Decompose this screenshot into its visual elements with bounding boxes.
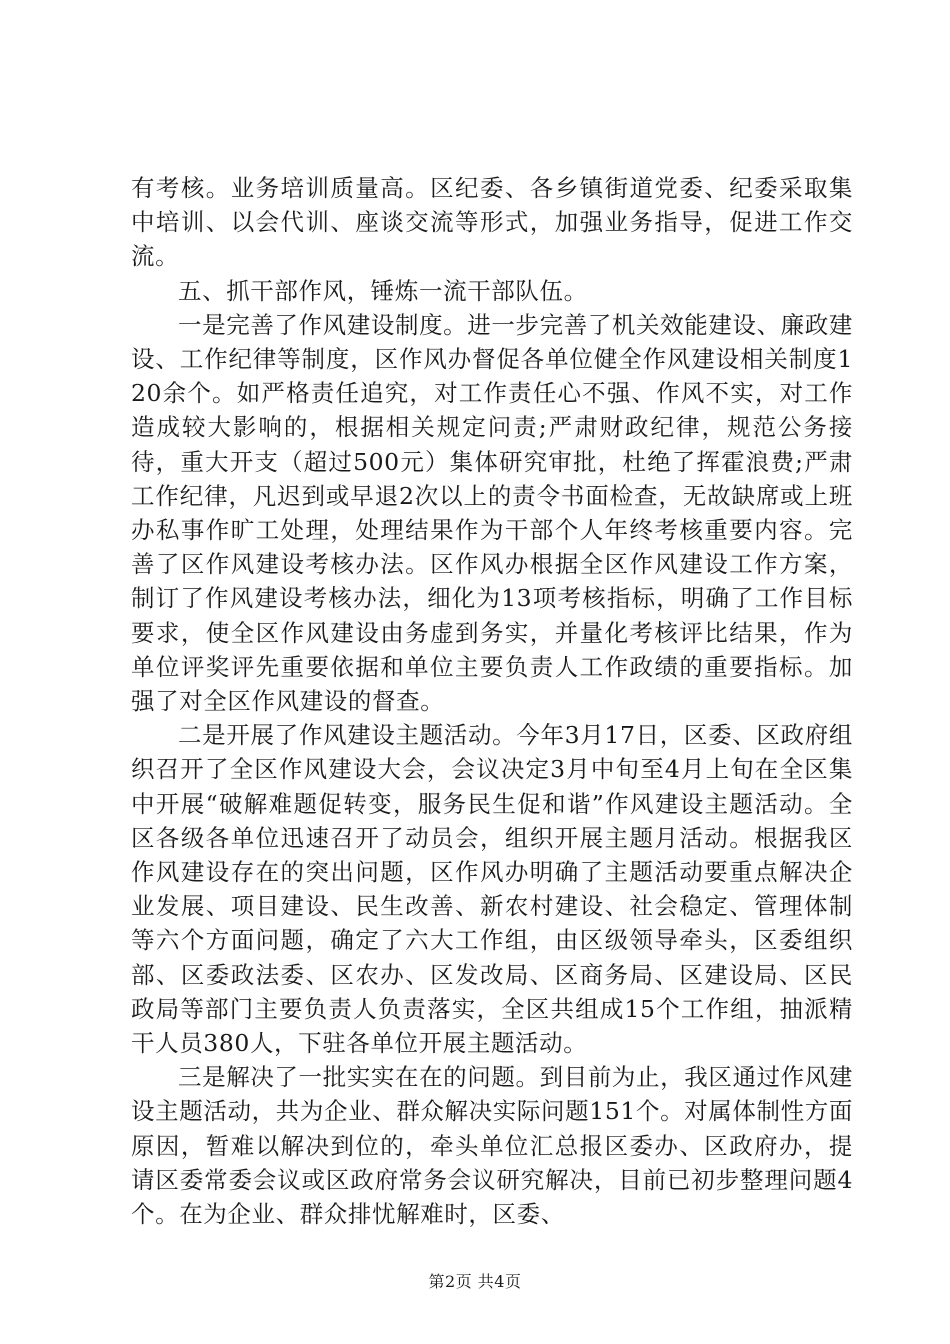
paragraph-1: 有考核。业务培训质量高。区纪委、各乡镇街道党委、纪委采取集中培训、以会代训、座谈交流等形式，加强业务指导，促进工作交流。 xyxy=(131,174,853,271)
page-number-footer: 第2页 共4页 xyxy=(428,1272,522,1291)
section-heading: 五、抓干部作风，锤炼一流干部队伍。 xyxy=(178,276,588,305)
paragraph-4: 三是解决了一批实实在在的问题。到目前为止，我区通过作风建设主题活动，共为企业、群众解决实际问题151个。对属体制性方面原因，暂难以解决到位的，牵头单位汇总报区委办、区政府办，提请区委常委会议或区政府常务会议研究解决，目前已初步整理问题4个。在为企业、群众排忧解难时，区委、 xyxy=(131,1063,853,1229)
paragraph-2: 一是完善了作风建设制度。进一步完善了机关效能建设、廉政建设、工作纪律等制度，区作风办督促各单位健全作风建设相关制度120余个。如严格责任追究，对工作责任心不强、作风不实，对工作造成较大影响的，根据相关规定问责;严肃财政纪律，规范公务接待，重大开支（超过500元）集体研究审批，杜绝了挥霍浪费;严肃工作纪律，凡迟到或早退2次以上的责令书面检查，无故缺席或上班办私事作旷工处理，处理结果作为干部个人年终考核重要内容。完善了区作风建设考核办法。区作风办根据全区作风建设工作方案，制订了作风建设考核办法，细化为13项考核指标，明确了工作目标要求，使全区作风建设由务虚到务实，并量化考核评比结果，作为单位评奖评先重要依据和单位主要负责人工作政绩的重要指标。加强了对全区作风建设的督查。 xyxy=(131,310,853,716)
document-body xyxy=(131,171,853,1231)
paragraph-3: 二是开展了作风建设主题活动。今年3月17日，区委、区政府组织召开了全区作风建设大会，会议决定3月中旬至4月上旬在全区集中开展“破解难题促转变，服务民生促和谐”作风建设主题活动。全区各级各单位迅速召开了动员会，组织开展主题月活动。根据我区作风建设存在的突出问题，区作风办明确了主题活动要重点解决企业发展、项目建设、民生改善、新农村建设、社会稳定、管理体制等六个方面问题，确定了六大工作组，由区级领导牵头，区委组织部、区委政法委、区农办、区发改局、区商务局、区建设局、区民政局等部门主要负责人负责落实，全区共组成15个工作组，抽派精干人员380人，下驻各单位开展主题活动。 xyxy=(131,721,853,1058)
